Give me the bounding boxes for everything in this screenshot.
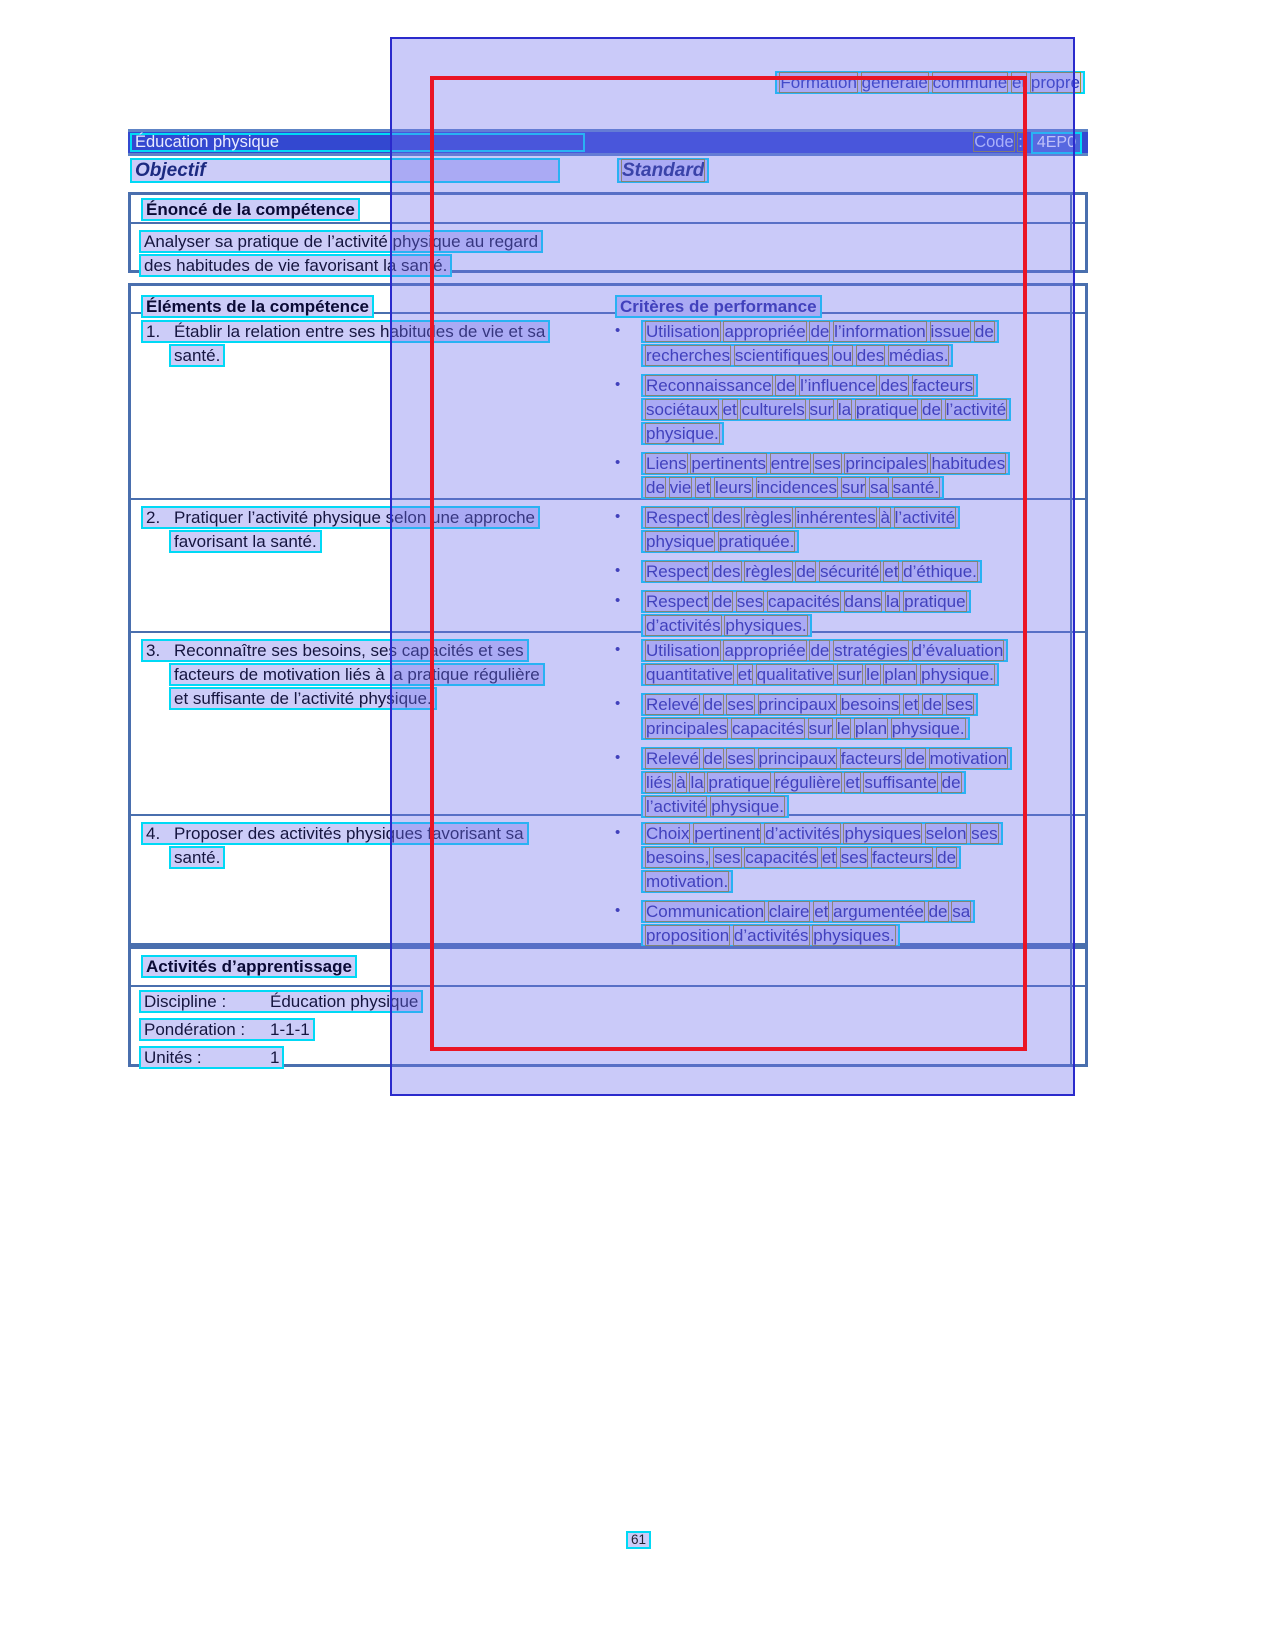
word-box: physique. [921, 665, 994, 684]
bullet-icon: • [615, 902, 621, 919]
table-right-strip [1070, 195, 1085, 270]
enonce-table-header [131, 195, 1085, 224]
word-box: stratégies [834, 641, 908, 660]
word-box: physiques [844, 824, 922, 843]
word-box: physique [646, 532, 715, 551]
word-box: physique. [646, 424, 719, 443]
text-line [641, 717, 970, 740]
word-box: de [796, 562, 816, 581]
page-number: 61 [626, 1531, 651, 1549]
element-cell [131, 633, 613, 814]
word-box: de [905, 749, 925, 768]
text-line: 3. Reconnaître ses besoins, ses capacités et ses [141, 639, 529, 662]
word-box: de [974, 322, 994, 341]
word-box: Code [974, 133, 1014, 151]
word-box: de [703, 695, 723, 714]
word-box: appropriée [724, 641, 806, 660]
word-box: principales [845, 454, 927, 473]
word-box: la [837, 400, 852, 419]
word-box: selon [925, 824, 967, 843]
column-headings [128, 158, 1088, 186]
word-box: culturels [741, 400, 805, 419]
text-line: 1. Établir la relation entre ses habitudes de vie et sa [141, 320, 550, 343]
bullet-icon: • [615, 749, 621, 766]
bullet-item [615, 452, 1085, 500]
word-box: facteurs [840, 749, 902, 768]
text-line: santé. [169, 846, 225, 869]
elements-table-header [131, 286, 1085, 314]
text-line: facteurs de motivation liés à la pratique régulière [169, 663, 545, 686]
bullet-icon: • [615, 376, 621, 393]
word-box: habitudes [931, 454, 1006, 473]
text-line [641, 639, 1008, 662]
text-line [641, 320, 999, 343]
word-box: suffisante [864, 773, 937, 792]
section-title-enonce: Énoncé de la compétence [141, 198, 360, 221]
word-box: Relevé [646, 695, 699, 714]
course-title: Éducation physique [130, 133, 585, 152]
word-box: sécurité [819, 562, 880, 581]
word-box: des [713, 508, 741, 527]
bullet-item [615, 560, 1085, 584]
bullet-icon: • [615, 508, 621, 525]
bullet-icon: • [615, 592, 621, 609]
word-box: plan [854, 719, 888, 738]
text-line [641, 747, 1012, 770]
text-line [641, 771, 966, 794]
word-box: et [821, 848, 837, 867]
word-box: physique. [891, 719, 965, 738]
word-box: : [1018, 133, 1023, 151]
word-box: scientifiques [734, 346, 829, 365]
word-box: d’évaluation [912, 641, 1004, 660]
word-box: inhérentes [796, 508, 876, 527]
text-line [641, 476, 944, 499]
word-box: Relevé [646, 749, 699, 768]
word-box: de [937, 848, 957, 867]
word-box: d’activités [765, 824, 840, 843]
text-line [641, 870, 733, 893]
section-title-criteres: Critères de performance [615, 295, 822, 318]
word-box: Respect [646, 562, 709, 581]
text-line [641, 560, 982, 583]
title-bar [128, 129, 1088, 156]
word-box: facteurs [912, 376, 974, 395]
column-heading-objectif: Objectif [130, 158, 560, 183]
word-box: proposition [646, 926, 730, 945]
word-box: Respect [646, 592, 709, 611]
word-box: sa [952, 902, 971, 921]
text-line [641, 590, 971, 613]
word-box: sur [808, 719, 833, 738]
table-row [131, 633, 1085, 816]
element-cell [131, 500, 613, 631]
text-line [641, 846, 961, 869]
text-line: santé. [169, 344, 225, 367]
word-box: la [886, 592, 900, 611]
code-value: 4EP0 [1031, 132, 1082, 154]
text-line: 2. Pratiquer l’activité physique selon une approche [141, 506, 540, 529]
word-box: règles [745, 562, 792, 581]
word-box: pratique [708, 773, 770, 792]
word-box: ses [814, 454, 841, 473]
word-box: le [866, 665, 880, 684]
bullet-item [615, 639, 1085, 687]
field-unites: Unités : 1 [139, 1046, 284, 1069]
word-box: des [880, 376, 908, 395]
word-box: liés [646, 773, 672, 792]
word-box: principaux [758, 695, 837, 714]
enonce-table [128, 192, 1088, 273]
word-box: de [703, 749, 723, 768]
bullet-icon: • [615, 824, 621, 841]
word-box: vie [669, 478, 692, 497]
word-box: ses [736, 592, 764, 611]
word-box: sur [841, 478, 866, 497]
field-ponderation: Pondération : 1-1-1 [139, 1018, 315, 1041]
word-box: de [713, 592, 733, 611]
word-box: qualitative [756, 665, 834, 684]
text-line: Analyser sa pratique de l’activité physique au regard [139, 230, 543, 253]
word-box: et [904, 695, 919, 714]
column-heading-standard [617, 158, 709, 183]
table-right-strip [1070, 949, 1085, 1064]
word-box: plan [884, 665, 917, 684]
text-line [641, 398, 1011, 421]
enonce-table-body [131, 224, 1085, 277]
word-box: ses [946, 695, 974, 714]
word-box: régulière [774, 773, 841, 792]
word-box: principales [646, 719, 728, 738]
elements-criteres-table [128, 283, 1088, 946]
table-right-strip [1070, 286, 1085, 943]
word-box: ses [714, 848, 741, 867]
text-line [641, 822, 1003, 845]
table-row [131, 816, 1085, 943]
word-box: claire [768, 902, 810, 921]
word-box: d’activités [733, 926, 809, 945]
word-box: à [880, 508, 890, 527]
word-box: générale [861, 73, 928, 92]
criteres-cell [613, 816, 1085, 943]
text-line [641, 422, 724, 445]
word-box: pertinent [694, 824, 761, 843]
word-box: besoins [840, 695, 900, 714]
word-box: Utilisation [646, 322, 720, 341]
word-box: et [884, 562, 899, 581]
word-box: et [814, 902, 829, 921]
word-box: de [776, 376, 796, 395]
word-box: pertinents [691, 454, 767, 473]
word-box: motivation [929, 749, 1008, 768]
header-classification [0, 71, 1085, 94]
word-box: Reconnaissance [646, 376, 772, 395]
word-box: d’activités [646, 616, 721, 635]
word-box: physiques. [725, 616, 807, 635]
word-box: capacités [732, 719, 804, 738]
word-box: pratique [855, 400, 918, 419]
word-box: sur [809, 400, 834, 419]
word-box: l’influence [800, 376, 876, 395]
word-box: Respect [646, 508, 709, 527]
bullet-icon: • [615, 322, 621, 339]
word-box: de [810, 641, 830, 660]
word-box: des [713, 562, 741, 581]
word-box: le [836, 719, 851, 738]
criteres-cell [613, 314, 1085, 498]
course-code [974, 132, 1082, 154]
bullet-item [615, 506, 1085, 554]
activites-table-body [131, 987, 1085, 1069]
word-box: dans [844, 592, 882, 611]
text-line [641, 693, 978, 716]
word-box: quantitative [646, 665, 733, 684]
word-box: médias. [888, 346, 949, 365]
word-box: de [941, 773, 961, 792]
criteres-cell [613, 500, 1085, 635]
bullet-item [615, 747, 1085, 819]
word-box: sur [837, 665, 862, 684]
word-box: physiques. [813, 926, 895, 945]
word-box: Formation [780, 73, 857, 92]
word-box: l’activité [945, 400, 1007, 419]
element-cell [131, 816, 613, 943]
header-classification-text [775, 71, 1085, 94]
word-box: issue [930, 322, 971, 341]
bullet-item [615, 693, 1085, 741]
criteres-cell [613, 633, 1085, 814]
word-box: à [676, 773, 686, 792]
element-cell [131, 314, 613, 498]
word-box: Communication [646, 902, 765, 921]
word-box: la [690, 773, 704, 792]
code-label [974, 133, 1023, 152]
word-box: santé. [892, 478, 940, 497]
word-box: Liens [646, 454, 687, 473]
word-box: capacités [767, 592, 840, 611]
word-box: Utilisation [646, 641, 720, 660]
text-line [641, 795, 789, 818]
text-line [641, 374, 978, 397]
word-box: de [646, 478, 665, 497]
bullet-item [615, 590, 1085, 638]
word-box: sa [870, 478, 889, 497]
text-line: et suffisante de l’activité physique. [169, 687, 437, 710]
word-box: ses [840, 848, 868, 867]
word-box: de [922, 400, 941, 419]
word-box: de [923, 695, 942, 714]
word-box: besoins, [646, 848, 710, 867]
word-box: et [1011, 73, 1027, 92]
word-box: leurs [715, 478, 752, 497]
text-line: favorisant la santé. [169, 530, 322, 553]
word-box: entre [770, 454, 810, 473]
word-box: motivation. [646, 872, 729, 891]
field-discipline: Discipline : Éducation physique [139, 990, 423, 1013]
word-box: principaux [758, 749, 837, 768]
bullet-icon: • [615, 641, 621, 658]
word-box: facteurs [871, 848, 933, 867]
word-box: propre [1030, 73, 1080, 92]
word-box: et [696, 478, 711, 497]
word-box: Standard [622, 160, 705, 181]
bullet-item [615, 900, 1085, 948]
text-line: des habitudes de vie favorisant la santé. [139, 254, 452, 277]
word-box: règles [745, 508, 792, 527]
text-line [641, 924, 900, 947]
text-line [641, 900, 975, 923]
word-box: argumentée [833, 902, 924, 921]
word-box: de [810, 322, 830, 341]
word-box: ses [971, 824, 998, 843]
bullet-icon: • [615, 695, 621, 712]
text-line [641, 530, 799, 553]
word-box: sociétaux [646, 400, 718, 419]
activites-table [128, 946, 1088, 1067]
word-box: ses [727, 749, 754, 768]
bullet-icon: • [615, 562, 621, 579]
word-box: physique. [711, 797, 784, 816]
text-line [641, 452, 1010, 475]
table-row [131, 500, 1085, 633]
word-box: incidences [756, 478, 837, 497]
text-line [641, 663, 999, 686]
word-box: recherches [646, 346, 731, 365]
word-box: de [928, 902, 948, 921]
word-box: l’information [834, 322, 926, 341]
bullet-item [615, 320, 1085, 368]
word-box: ou [833, 346, 853, 365]
text-line [641, 344, 953, 367]
word-box: et [737, 665, 752, 684]
section-title-elements: Éléments de la compétence [141, 295, 374, 318]
word-box: et [722, 400, 737, 419]
word-box: appropriée [724, 322, 806, 341]
activites-table-header [131, 949, 1085, 987]
word-box: ses [727, 695, 754, 714]
bullet-icon: • [615, 454, 621, 471]
word-box: Choix [646, 824, 690, 843]
bullet-item [615, 374, 1085, 446]
word-box: et [845, 773, 860, 792]
word-box: pratique [904, 592, 966, 611]
word-box: des [856, 346, 885, 365]
bullet-item [615, 822, 1085, 894]
word-box: commune [932, 73, 1008, 92]
section-title-activites: Activités d’apprentissage [141, 955, 357, 978]
table-row [131, 314, 1085, 500]
word-box: l’activité [646, 797, 707, 816]
word-box: capacités [745, 848, 818, 867]
text-line [641, 506, 960, 529]
word-box: l’activité [894, 508, 956, 527]
text-line: 4. Proposer des activités physiques favorisant sa [141, 822, 529, 845]
word-box: pratiquée. [718, 532, 795, 551]
word-box: d’éthique. [903, 562, 977, 581]
